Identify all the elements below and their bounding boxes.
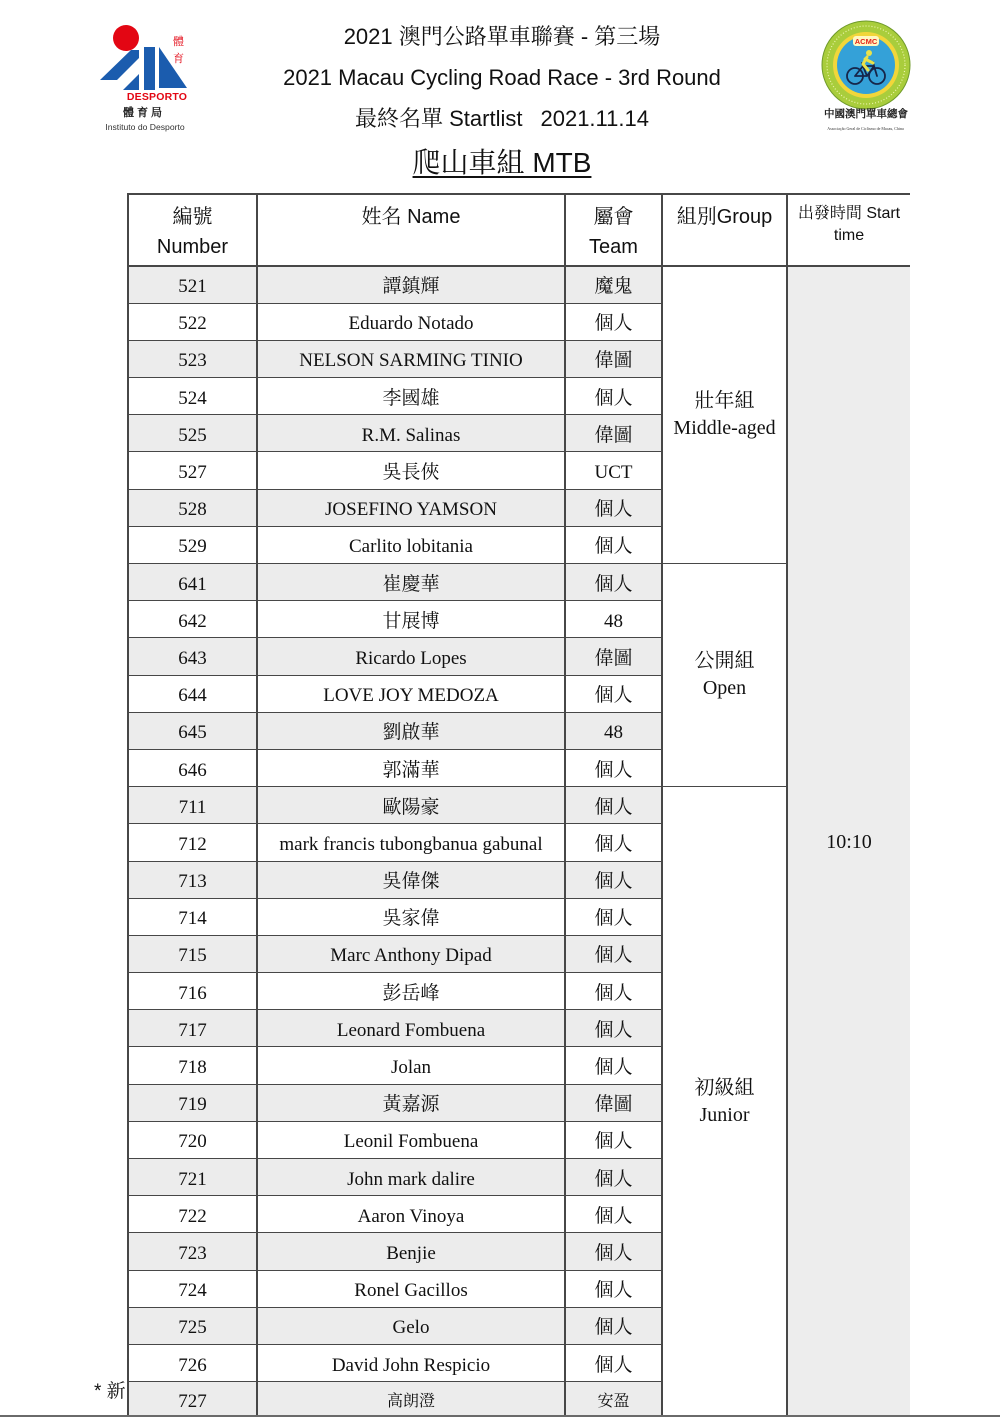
race-date: 2021.11.14 [540, 106, 649, 131]
rider-team: 個人 [565, 675, 662, 712]
group-name-zh: 公開組 [694, 650, 755, 673]
rider-team: 個人 [565, 973, 662, 1010]
acmc-name-pt: Associação Geral de Ciclismo de Macau, China [827, 126, 905, 131]
rider-name: Marc Anthony Dipad [257, 935, 565, 972]
rider-number: 715 [128, 935, 257, 972]
blue-bar-shape [144, 47, 155, 90]
event-title-en: 2021 Macau Cycling Road Race - 3rd Round [283, 65, 721, 90]
rider-name: 甘展博 [257, 601, 565, 638]
rider-number: 646 [128, 749, 257, 786]
logo-wordmark: DESPORTO [126, 91, 188, 103]
rider-number: 711 [128, 787, 257, 824]
rider-number: 643 [128, 638, 257, 675]
rider-team: 偉圖 [565, 638, 662, 675]
rider-team: 個人 [565, 861, 662, 898]
footnote: * 新 [94, 1381, 126, 1402]
rider-team: 個人 [565, 749, 662, 786]
rider-name: JOSEFINO YAMSON [257, 489, 565, 526]
rider-number: 725 [128, 1307, 257, 1344]
rider-number: 719 [128, 1084, 257, 1121]
startlist-table [127, 193, 910, 1415]
rider-number: 645 [128, 712, 257, 749]
rider-name: Jolan [257, 1047, 565, 1084]
rider-number: 720 [128, 1121, 257, 1158]
rider-name: Eduardo Notado [257, 303, 565, 340]
header-group-label: 組別Group [676, 206, 773, 228]
rider-number: 642 [128, 601, 257, 638]
header-row [128, 194, 910, 266]
group-name-en: Open [702, 677, 747, 700]
rider-name: Leonil Fombuena [257, 1121, 565, 1158]
event-title-zh: 2021 澳門公路單車聯賽 - 第三場 [343, 24, 661, 49]
startlist-label: 最終名單 Startlist [355, 106, 523, 131]
rider-team: 個人 [565, 1159, 662, 1196]
rider-team: 個人 [565, 564, 662, 601]
header-start-line2: time [833, 227, 865, 244]
rider-name: NELSON SARMING TINIO [257, 340, 565, 377]
rider-name: Aaron Vinoya [257, 1196, 565, 1233]
rider-name: 郭滿華 [257, 749, 565, 786]
rider-name: 吳家偉 [257, 898, 565, 935]
rider-team: 個人 [565, 489, 662, 526]
rider-team: UCT [565, 452, 662, 489]
rider-team: 個人 [565, 935, 662, 972]
rider-number: 528 [128, 489, 257, 526]
rider-name: 彭岳峰 [257, 973, 565, 1010]
rider-team: 魔鬼 [565, 266, 662, 303]
rider-team: 個人 [565, 1047, 662, 1084]
rider-team: 個人 [565, 1010, 662, 1047]
rider-number: 723 [128, 1233, 257, 1270]
rider-name: 崔慶華 [257, 564, 565, 601]
header-number-en: Number [156, 236, 229, 258]
rider-team: 個人 [565, 1344, 662, 1381]
rider-name: Ricardo Lopes [257, 638, 565, 675]
rider-number: 712 [128, 824, 257, 861]
acmc-emblem-icon [821, 20, 911, 110]
rider-team: 個人 [565, 378, 662, 415]
rider-number: 722 [128, 1196, 257, 1233]
rider-name: 李國雄 [257, 378, 565, 415]
rider-team: 個人 [565, 787, 662, 824]
rider-number: 644 [128, 675, 257, 712]
group-name-en: Junior [699, 1104, 750, 1127]
rider-number: 714 [128, 898, 257, 935]
header-start-line1: 出發時間 Start [797, 205, 901, 222]
rider-name: LOVE JOY MEDOZA [257, 675, 565, 712]
rider-team: 個人 [565, 1196, 662, 1233]
rider-name: 譚鎮輝 [257, 266, 565, 303]
rider-name: 吳長俠 [257, 452, 565, 489]
logo-side-char-1: 體 [173, 36, 184, 48]
rider-number: 726 [128, 1344, 257, 1381]
rider-number: 721 [128, 1159, 257, 1196]
rider-team: 偉圖 [565, 415, 662, 452]
group-name-zh: 初級組 [694, 1077, 755, 1100]
rider-team: 個人 [565, 824, 662, 861]
header-number [128, 194, 257, 266]
header-group [662, 194, 787, 266]
rider-team: 偉圖 [565, 1084, 662, 1121]
rider-team: 個人 [565, 1233, 662, 1270]
group-cell [662, 564, 787, 787]
rider-number: 529 [128, 526, 257, 563]
group-cell [662, 266, 787, 564]
rider-name: Ronel Gacillos [257, 1270, 565, 1307]
rider-team: 48 [565, 601, 662, 638]
acmc-name-pt-line [716, 123, 1000, 131]
header-team-zh: 屬會 [593, 206, 634, 228]
header-name [257, 194, 565, 266]
rider-row [128, 266, 910, 303]
rider-number: 641 [128, 564, 257, 601]
rider-number: 527 [128, 452, 257, 489]
rider-number: 522 [128, 303, 257, 340]
start-time: 10:10 [787, 266, 910, 1415]
rider-name: 吳偉傑 [257, 861, 565, 898]
rider-name: mark francis tubongbanua gabunal [257, 824, 565, 861]
rider-number: 523 [128, 340, 257, 377]
startlist-line [202, 105, 802, 133]
rider-team: 個人 [565, 1121, 662, 1158]
header-team-en: Team [589, 236, 638, 258]
rider-name: David John Respicio [257, 1344, 565, 1381]
page-edge [0, 1415, 1000, 1417]
header-team [565, 194, 662, 266]
rider-name: R.M. Salinas [257, 415, 565, 452]
group-name-zh: 壯年組 [694, 390, 755, 412]
rider-number: 525 [128, 415, 257, 452]
blue-lower-triangle-shape [123, 74, 139, 90]
group-cell [662, 787, 787, 1415]
rider-name: 黃嘉源 [257, 1084, 565, 1121]
group-name-en: Middle-aged [673, 417, 776, 439]
rider-team: 個人 [565, 1270, 662, 1307]
red-dot-shape [113, 25, 139, 51]
rider-team: 個人 [565, 526, 662, 563]
rider-team: 偉圖 [565, 340, 662, 377]
rider-number: 724 [128, 1270, 257, 1307]
rider-number: 717 [128, 1010, 257, 1047]
rider-name: Gelo [257, 1307, 565, 1344]
rider-number: 716 [128, 973, 257, 1010]
rider-team: 個人 [565, 303, 662, 340]
rider-team: 安盈 [565, 1382, 662, 1415]
rider-name: John mark dalire [257, 1159, 565, 1196]
acmc-badge-text: ACMC [854, 37, 878, 46]
rider-name: 高朗澄 [257, 1382, 565, 1415]
acmc-name-zh: 中國澳門單車總會 [824, 109, 908, 120]
cyclist-head [866, 50, 872, 56]
rider-team: 48 [565, 712, 662, 749]
header-number-zh: 編號 [172, 206, 213, 228]
rider-team: 個人 [565, 1307, 662, 1344]
rider-name: 歐陽豪 [257, 787, 565, 824]
table-header [128, 194, 910, 266]
rider-number: 718 [128, 1047, 257, 1084]
header-start-time [787, 194, 910, 266]
logo-name-pt: Instituto do Desporto [105, 122, 185, 132]
rider-number: 521 [128, 266, 257, 303]
header-name-label: 姓名 Name [361, 206, 461, 228]
rider-name: Leonard Fombuena [257, 1010, 565, 1047]
logo-side-char-2: 育 [173, 53, 184, 65]
rider-number: 713 [128, 861, 257, 898]
logo-name-zh: 體育局 [123, 107, 165, 119]
rider-number: 727 [128, 1382, 257, 1415]
rider-name: Carlito lobitania [257, 526, 565, 563]
rider-team: 個人 [565, 898, 662, 935]
rider-number: 524 [128, 378, 257, 415]
startlist-table-container [127, 193, 910, 1415]
category-heading: 爬山車組 MTB [412, 147, 592, 178]
blue-diagonal-shape [100, 50, 139, 80]
rider-name: Benjie [257, 1233, 565, 1270]
startlist-body [128, 266, 910, 1415]
rider-name: 劉啟華 [257, 712, 565, 749]
